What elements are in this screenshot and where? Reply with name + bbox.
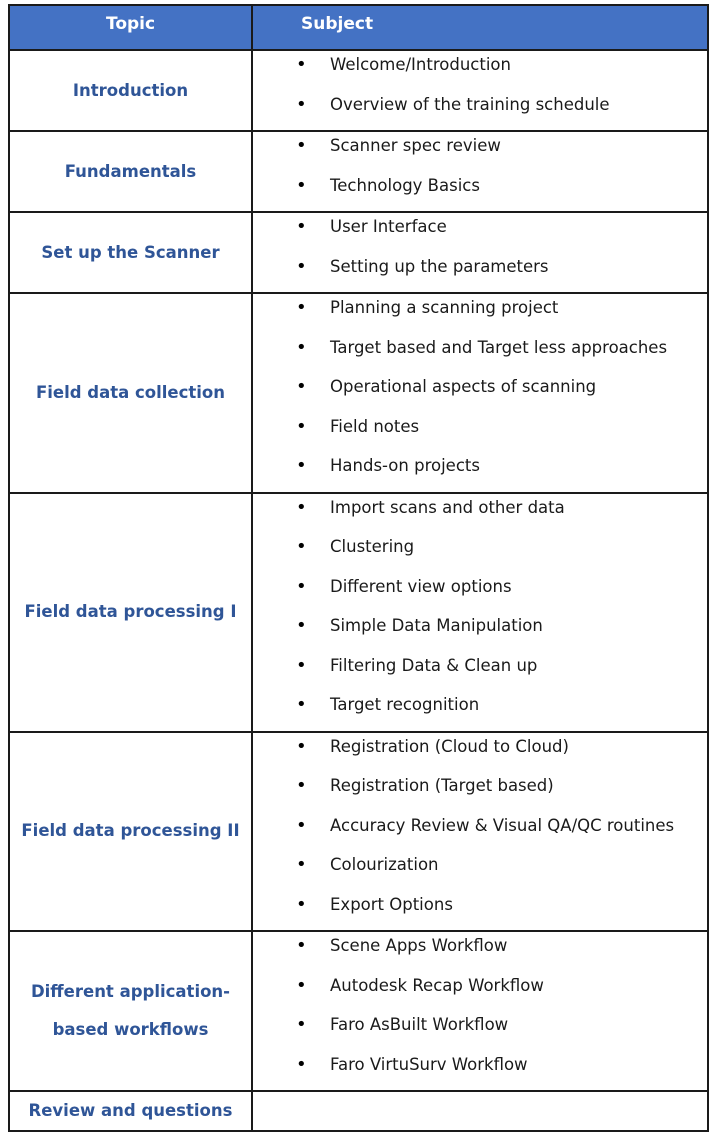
topic-cell — [9, 212, 252, 293]
table-body — [9, 50, 708, 1131]
topic-label: Review and questions — [28, 1101, 233, 1120]
topic-cell — [9, 931, 252, 1091]
bullet-icon: • — [296, 735, 307, 757]
subject-text: Planning a scanning project — [330, 298, 559, 317]
table-row — [9, 931, 708, 1091]
bullet-icon: • — [296, 255, 307, 277]
subject-text: Colourization — [330, 855, 439, 874]
subject-list-item — [253, 772, 707, 812]
table-row — [9, 50, 708, 131]
table-row — [9, 732, 708, 932]
bullet-icon: • — [296, 496, 307, 518]
subject-list-item — [253, 652, 707, 692]
subject-list-item — [253, 91, 707, 131]
subject-text: Scanner spec review — [330, 136, 501, 155]
subject-list — [253, 294, 707, 492]
bullet-icon: • — [296, 1053, 307, 1075]
subject-list-item — [253, 612, 707, 652]
bullet-icon: • — [296, 854, 307, 875]
subject-list-item — [253, 1011, 707, 1051]
subject-list-item — [253, 533, 707, 573]
topic-cell — [9, 50, 252, 131]
subject-text: Import scans and other data — [330, 497, 565, 517]
bullet-icon: • — [296, 694, 307, 715]
subject-text: Target recognition — [330, 695, 480, 714]
subject-cell — [252, 931, 708, 1091]
subject-list-item — [253, 413, 707, 453]
topic-cell — [9, 493, 252, 732]
subject-list-item — [253, 253, 707, 293]
bullet-icon: • — [296, 775, 307, 796]
subject-list-item — [253, 294, 707, 334]
subject-text: Hands-on projects — [330, 456, 480, 475]
topic-label: Field data processing II — [21, 821, 240, 841]
subject-list-item — [253, 452, 707, 492]
subject-list-item — [253, 812, 707, 852]
subject-text: Target based and Target less approaches — [330, 337, 668, 357]
topic-label: Field data collection — [35, 382, 226, 402]
subject-text: Simple Data Manipulation — [330, 616, 543, 635]
bullet-icon: • — [296, 654, 307, 676]
bullet-icon: • — [296, 536, 307, 557]
subject-list-item — [253, 132, 707, 172]
subject-list — [253, 733, 707, 931]
subject-text: Field notes — [330, 416, 420, 436]
header-subject — [252, 5, 708, 50]
bullet-icon: • — [296, 135, 307, 156]
topic-cell — [9, 131, 252, 212]
bullet-icon: • — [296, 1014, 307, 1035]
subject-text: Overview of the training schedule — [330, 94, 610, 114]
subject-cell — [252, 131, 708, 212]
bullet-icon: • — [296, 297, 307, 318]
bullet-icon: • — [296, 615, 307, 636]
training-schedule-table — [8, 4, 709, 1132]
bullet-icon: • — [296, 893, 307, 915]
topic-label: Fundamentals — [64, 161, 197, 181]
header-subject-label: Subject — [301, 14, 374, 34]
bullet-icon: • — [296, 974, 307, 996]
subject-list-item — [253, 932, 707, 972]
subject-text: Registration (Cloud to Cloud) — [330, 736, 569, 756]
table-row — [9, 212, 708, 293]
topic-label: based workflows — [52, 1020, 209, 1039]
table-row — [9, 293, 708, 493]
subject-list — [253, 51, 707, 130]
header-topic — [9, 5, 252, 50]
subject-cell — [252, 1091, 708, 1131]
subject-cell — [252, 732, 708, 932]
subject-list-item — [253, 494, 707, 534]
subject-text: Export Options — [330, 894, 453, 914]
subject-text: Welcome/Introduction — [330, 55, 511, 74]
subject-text: Registration (Target based) — [330, 776, 554, 795]
subject-list — [253, 932, 707, 1090]
subject-text: Clustering — [330, 537, 415, 556]
topic-label: Set up the Scanner — [41, 242, 220, 262]
subject-cell — [252, 493, 708, 732]
subject-list-item — [253, 334, 707, 374]
bullet-icon: • — [296, 93, 307, 115]
subject-text: Faro AsBuilt Workflow — [330, 1015, 509, 1034]
topic-label: Different application- — [30, 982, 231, 1001]
bullet-icon: • — [296, 575, 307, 597]
subject-text: Faro VirtuSurv Workflow — [330, 1054, 528, 1074]
bullet-icon: • — [296, 814, 307, 836]
bullet-icon: • — [296, 935, 307, 956]
topic-cell — [9, 1091, 252, 1131]
subject-list — [253, 132, 707, 211]
subject-text: Setting up the parameters — [330, 256, 549, 276]
subject-list — [253, 213, 707, 292]
header-topic-label: Topic — [106, 14, 156, 34]
bullet-icon: • — [296, 415, 307, 437]
subject-text: Technology Basics — [330, 175, 480, 195]
bullet-icon: • — [296, 216, 307, 237]
subject-text: Accuracy Review & Visual QA/QC routines — [330, 815, 675, 835]
subject-text: Autodesk Recap Workflow — [330, 975, 544, 995]
bullet-icon: • — [296, 376, 307, 397]
subject-list-item — [253, 172, 707, 212]
subject-text: Operational aspects of scanning — [330, 377, 597, 396]
bullet-icon: • — [296, 54, 307, 75]
topic-label: Field data processing I — [24, 602, 237, 621]
subject-text: Different view options — [330, 576, 512, 596]
bullet-icon: • — [296, 174, 307, 196]
subject-text: Filtering Data & Clean up — [330, 655, 538, 675]
subject-list-item — [253, 972, 707, 1012]
topic-cell — [9, 732, 252, 932]
subject-list-item — [253, 733, 707, 773]
subject-list-item — [253, 1051, 707, 1091]
subject-text: Scene Apps Workflow — [330, 936, 508, 955]
subject-cell — [252, 212, 708, 293]
subject-text: User Interface — [330, 217, 447, 236]
table-row — [9, 131, 708, 212]
topic-label: Introduction — [72, 80, 189, 100]
subject-cell — [252, 293, 708, 493]
subject-list-item — [253, 891, 707, 931]
subject-list-item — [253, 51, 707, 91]
subject-list-item — [253, 573, 707, 613]
table-row — [9, 493, 708, 732]
subject-list — [253, 494, 707, 731]
table-row — [9, 1091, 708, 1131]
subject-list-item — [253, 373, 707, 413]
topic-cell — [9, 293, 252, 493]
subject-cell — [252, 50, 708, 131]
subject-list-item — [253, 691, 707, 731]
subject-list-item — [253, 213, 707, 253]
subject-list-item — [253, 851, 707, 891]
bullet-icon: • — [296, 455, 307, 476]
bullet-icon: • — [296, 336, 307, 358]
table-header-row — [9, 5, 708, 50]
